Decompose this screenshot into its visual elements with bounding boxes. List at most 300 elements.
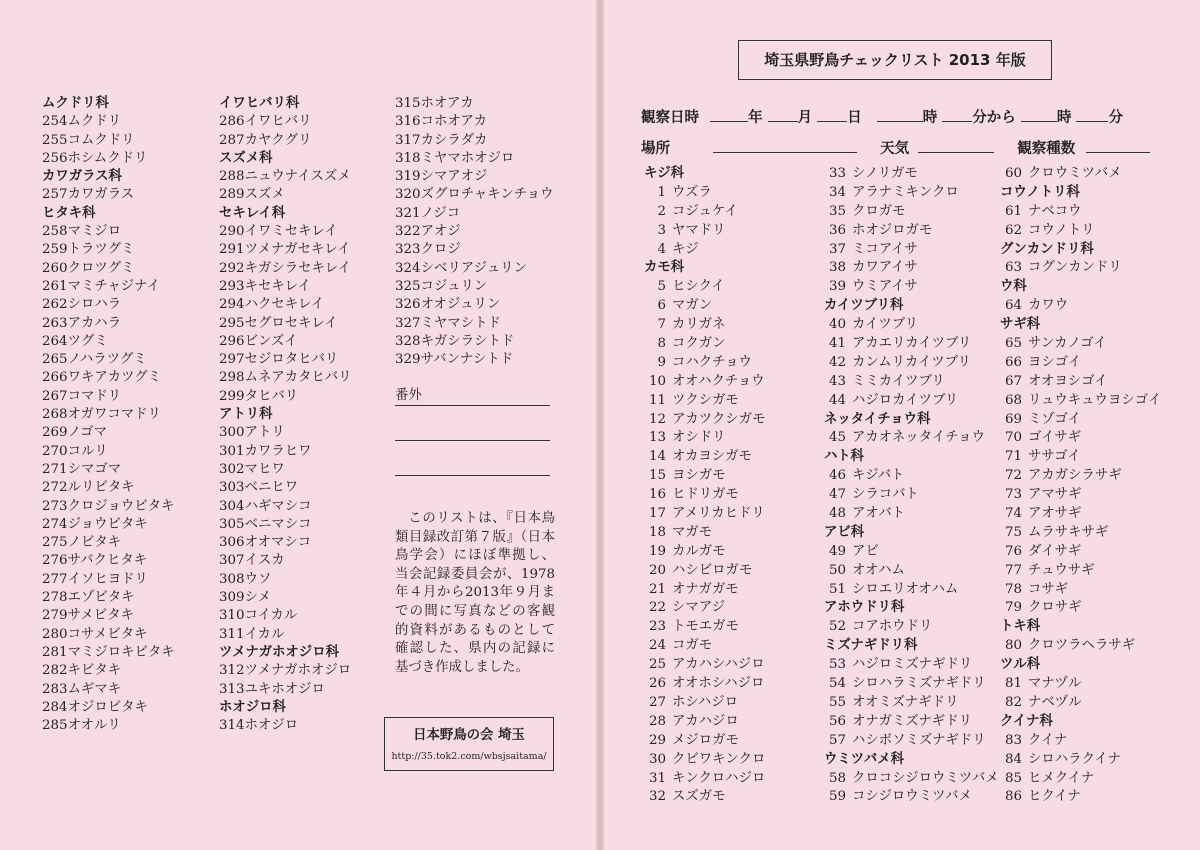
species-item — [42, 534, 175, 552]
species-item — [824, 429, 999, 448]
species-number: 267 — [42, 388, 68, 404]
species-item — [1000, 751, 1161, 770]
species-count-field[interactable] — [1086, 138, 1150, 153]
species-name: サメビタキ — [67, 608, 134, 624]
species-item — [42, 571, 175, 589]
species-number: 291 — [219, 242, 245, 258]
species-item — [644, 335, 765, 354]
species-name: マナヅル — [1028, 676, 1082, 692]
species-item — [644, 675, 765, 694]
family-heading: ハト科 — [824, 449, 864, 465]
species-number: 6 — [657, 298, 666, 314]
species-number: 319 — [395, 169, 421, 185]
species-name: ズグロチャキンチョウ — [420, 187, 554, 203]
species-number: 284 — [42, 699, 68, 715]
species-item — [824, 241, 999, 260]
species-name: ミヤマホオジロ — [420, 150, 515, 166]
species-item — [824, 165, 999, 184]
species-number: 261 — [42, 278, 68, 294]
species-name: マガモ — [672, 524, 713, 540]
species-name: カンムリカイツブリ — [852, 354, 971, 370]
species-name: クロジ — [420, 242, 461, 258]
species-column-1 — [42, 95, 175, 735]
species-count-label: 観察種数 — [1017, 141, 1076, 157]
species-item — [1000, 581, 1161, 600]
species-name: ゴイサギ — [1028, 430, 1082, 446]
species-number: 268 — [42, 407, 68, 423]
species-number: 33 — [828, 166, 846, 181]
species-number: 280 — [42, 626, 68, 642]
species-name: アカハラ — [67, 315, 121, 331]
family-heading: ツメナガホオジロ科 — [219, 644, 339, 660]
family-heading: カワガラス科 — [42, 169, 122, 185]
species-name: ダイサギ — [1028, 543, 1082, 559]
species-number: 38 — [828, 260, 846, 276]
species-item — [42, 607, 175, 625]
species-name: クロウミツバメ — [1028, 166, 1122, 181]
species-item — [824, 316, 999, 335]
start-minute-field[interactable] — [942, 107, 972, 122]
family-heading: カイツブリ科 — [824, 298, 904, 314]
species-number: 41 — [828, 336, 846, 352]
species-item — [644, 581, 765, 600]
species-item — [42, 150, 175, 168]
species-number: 305 — [219, 516, 245, 532]
species-item — [644, 543, 765, 562]
species-number: 70 — [1004, 430, 1022, 446]
species-item — [1000, 411, 1161, 430]
species-number: 281 — [42, 644, 68, 660]
species-number: 264 — [42, 333, 68, 349]
species-name: マミチャジナイ — [67, 278, 160, 294]
list-note — [395, 510, 555, 677]
species-name: イワミセキレイ — [244, 224, 338, 240]
species-number: 258 — [42, 224, 68, 240]
species-number: 329 — [395, 352, 421, 368]
species-name: ミミカイツブリ — [852, 373, 945, 389]
species-item — [42, 333, 175, 351]
species-number: 1 — [657, 184, 666, 200]
species-name: アカオネッタイチョウ — [852, 430, 985, 446]
species-number: 25 — [648, 657, 666, 673]
species-name: オオルリ — [67, 718, 121, 734]
species-name: シラコバト — [852, 487, 919, 503]
year-field[interactable] — [710, 107, 748, 122]
family-heading: クイナ科 — [1000, 713, 1053, 729]
day-field[interactable] — [817, 107, 847, 122]
species-item — [644, 411, 765, 430]
species-number: 64 — [1004, 298, 1022, 314]
weather-field[interactable] — [918, 138, 994, 153]
species-item — [395, 132, 554, 150]
species-number: 66 — [1004, 354, 1022, 370]
species-item — [824, 259, 999, 278]
species-item — [395, 278, 554, 296]
family-heading: サギ科 — [1000, 317, 1041, 333]
weather-label: 天気 — [880, 141, 910, 157]
species-item — [644, 562, 765, 581]
species-name: シメ — [244, 590, 271, 606]
species-name: アマサギ — [1028, 487, 1082, 503]
species-number: 287 — [219, 132, 245, 148]
species-name: アカエリカイツブリ — [852, 336, 972, 352]
species-number: 84 — [1004, 751, 1022, 767]
species-number: 40 — [828, 317, 846, 333]
species-name: オオホシハジロ — [672, 676, 765, 692]
species-item — [1000, 694, 1161, 713]
species-item — [42, 498, 175, 516]
species-item — [42, 186, 175, 204]
species-number: 67 — [1004, 373, 1022, 389]
species-item — [219, 260, 352, 278]
species-number: 263 — [42, 315, 68, 331]
species-name: ウソ — [244, 571, 272, 587]
species-item — [644, 732, 765, 751]
month-field[interactable] — [768, 107, 798, 122]
species-number: 266 — [42, 370, 68, 386]
species-number: 317 — [395, 132, 421, 148]
species-item — [644, 713, 765, 732]
species-name: キジバト — [852, 468, 905, 484]
right-species-column-2 — [824, 165, 999, 807]
species-name: サンカノゴイ — [1028, 336, 1107, 352]
start-hour-field[interactable] — [877, 107, 923, 122]
species-item — [395, 113, 554, 131]
species-item — [1000, 732, 1161, 751]
species-number: 2 — [657, 203, 666, 219]
species-item — [219, 351, 352, 369]
species-name: アビ — [852, 543, 879, 559]
species-number: 35 — [828, 203, 846, 219]
species-name: カワガラス — [67, 187, 135, 203]
species-name: ムネアカタヒバリ — [244, 370, 352, 386]
species-number: 300 — [219, 425, 245, 441]
species-name: コイカル — [244, 608, 298, 624]
species-item — [395, 333, 554, 351]
society-name: 日本野鳥の会 埼玉 — [413, 728, 525, 743]
species-name: エゾビタキ — [67, 590, 135, 606]
species-number: 275 — [42, 535, 68, 551]
species-number: 13 — [648, 430, 666, 446]
species-item — [395, 205, 554, 223]
species-name: カリガネ — [672, 317, 726, 333]
species-item — [824, 467, 999, 486]
species-name: ミコアイサ — [852, 241, 918, 257]
species-item — [1000, 373, 1161, 392]
species-name: ミゾゴイ — [1028, 411, 1081, 427]
species-number: 288 — [219, 169, 245, 185]
species-number: 80 — [1004, 638, 1022, 654]
species-number: 276 — [42, 553, 68, 569]
species-name: ベニマシコ — [244, 516, 312, 532]
species-number: 62 — [1004, 222, 1022, 238]
species-item — [644, 524, 765, 543]
species-item — [1000, 505, 1161, 524]
species-number: 293 — [219, 278, 245, 294]
species-number: 53 — [828, 657, 846, 673]
species-item — [1000, 165, 1161, 184]
species-name: ハギマシコ — [244, 498, 312, 514]
species-item — [824, 392, 999, 411]
family-heading: カモ科 — [644, 260, 685, 276]
species-name: トモエガモ — [672, 619, 739, 635]
species-column-3-list — [395, 95, 554, 369]
extra-line-2 — [395, 422, 550, 441]
species-item — [1000, 770, 1161, 789]
extra-label: 番外 — [395, 388, 422, 404]
species-number: 294 — [219, 297, 245, 313]
species-number: 52 — [828, 619, 846, 635]
species-number: 5 — [657, 279, 666, 295]
species-number: 299 — [219, 388, 245, 404]
species-item — [824, 694, 999, 713]
species-number: 39 — [828, 279, 846, 295]
species-number: 28 — [648, 713, 666, 729]
species-item — [219, 369, 352, 387]
species-name: コサギ — [1028, 581, 1069, 597]
species-column-2 — [219, 95, 352, 735]
species-number: 274 — [42, 516, 68, 532]
species-number: 12 — [648, 411, 666, 427]
date-time-row — [641, 106, 1123, 127]
species-number: 320 — [395, 187, 421, 203]
species-name: ナベヅル — [1028, 694, 1082, 710]
family-heading: ホオジロ科 — [219, 699, 286, 715]
species-name: アカハジロ — [672, 713, 739, 729]
species-number: 34 — [828, 184, 846, 200]
place-label: 場所 — [641, 141, 670, 157]
species-item — [219, 516, 352, 534]
species-number: 44 — [828, 392, 846, 408]
start-hour-label: 時 — [922, 110, 938, 126]
species-name: コガモ — [672, 638, 713, 654]
species-item — [824, 656, 999, 675]
species-item — [219, 186, 352, 204]
family-heading: スズメ科 — [219, 150, 273, 166]
species-name: マミジロ — [67, 224, 122, 240]
place-field[interactable] — [713, 138, 857, 153]
species-number: 8 — [657, 336, 666, 352]
species-name: オガワコマドリ — [67, 407, 161, 423]
family-heading: グンカンドリ科 — [1000, 241, 1094, 257]
species-number: 26 — [648, 676, 666, 692]
species-name: コルリ — [67, 443, 108, 459]
species-name: コクガン — [672, 336, 726, 352]
species-number: 273 — [42, 498, 68, 514]
species-item — [1000, 467, 1161, 486]
family-heading: ヒタキ科 — [42, 205, 96, 221]
species-name: ヒドリガモ — [672, 487, 739, 503]
species-number: 73 — [1004, 487, 1022, 503]
species-name: アカガシラサギ — [1028, 468, 1122, 484]
species-name: コジュリン — [420, 278, 488, 294]
species-item — [42, 461, 175, 479]
species-name: アカツクシガモ — [672, 411, 766, 427]
species-name: スズガモ — [672, 789, 726, 805]
species-name: セグロセキレイ — [244, 315, 338, 331]
species-item — [219, 607, 352, 625]
species-item — [42, 223, 175, 241]
species-item — [824, 543, 999, 562]
species-name: キビタキ — [67, 663, 122, 679]
species-item — [824, 562, 999, 581]
species-number: 74 — [1004, 506, 1022, 522]
species-item — [42, 424, 175, 442]
species-item — [42, 351, 175, 369]
species-name: キンクロハジロ — [672, 770, 766, 786]
species-name: キジ — [672, 241, 699, 257]
species-name: コサメビタキ — [67, 626, 148, 642]
species-name: キガシラシトド — [420, 333, 515, 349]
species-name: ムクドリ — [67, 114, 122, 130]
species-number: 298 — [219, 370, 245, 386]
species-number: 15 — [648, 468, 666, 484]
species-item — [219, 461, 352, 479]
family-heading: アホウドリ科 — [824, 600, 905, 616]
species-item — [644, 222, 765, 241]
species-number: 7 — [657, 317, 666, 333]
species-name: アオサギ — [1028, 506, 1082, 522]
species-item — [219, 552, 352, 570]
society-url: http://35.tok2.com/wbsjsaitama/ — [391, 751, 547, 762]
species-item — [644, 316, 765, 335]
species-number: 37 — [828, 241, 846, 257]
society-box — [384, 717, 554, 771]
species-name: ビンズイ — [244, 333, 298, 349]
end-minute-field[interactable] — [1076, 107, 1108, 122]
left-page — [0, 0, 596, 850]
species-name: シロハラ — [67, 297, 122, 313]
species-number: 16 — [648, 487, 666, 503]
species-item — [644, 656, 765, 675]
species-item — [395, 95, 554, 113]
species-name: ウズラ — [672, 184, 712, 200]
species-item — [395, 186, 554, 204]
species-item — [1000, 788, 1161, 807]
species-item — [395, 150, 554, 168]
species-item — [1000, 392, 1161, 411]
species-item — [644, 448, 765, 467]
species-number: 256 — [42, 150, 68, 166]
species-item — [1000, 543, 1161, 562]
end-hour-field[interactable] — [1021, 107, 1057, 122]
species-number: 78 — [1004, 581, 1022, 597]
species-item — [1000, 203, 1161, 222]
species-name: クロサギ — [1028, 600, 1082, 616]
species-name: コジュケイ — [672, 203, 738, 219]
species-number: 311 — [219, 626, 245, 642]
species-number: 45 — [828, 430, 846, 446]
species-item — [824, 184, 999, 203]
species-item — [644, 278, 765, 297]
species-number: 75 — [1004, 524, 1022, 540]
species-number: 279 — [42, 608, 68, 624]
species-name: コムクドリ — [67, 132, 135, 148]
species-number: 79 — [1004, 600, 1022, 616]
year-label: 年 — [748, 110, 763, 126]
species-name: セジロタヒバリ — [244, 352, 339, 368]
species-item — [219, 296, 352, 314]
species-name: ハジロミズナギドリ — [852, 657, 973, 673]
species-name: マヒワ — [244, 461, 285, 477]
species-number: 314 — [219, 718, 245, 734]
species-number: 27 — [648, 694, 666, 710]
family-heading: ネッタイチョウ科 — [824, 411, 931, 427]
species-item — [395, 315, 554, 333]
species-item — [824, 505, 999, 524]
species-name: シロハラクイナ — [1028, 751, 1122, 767]
species-name: カルガモ — [672, 543, 726, 559]
species-item — [219, 717, 352, 735]
species-number: 325 — [395, 278, 421, 294]
species-item — [42, 241, 175, 259]
page-title: 埼玉県野鳥チェックリスト 2013 年版 — [738, 40, 1052, 80]
species-item — [1000, 637, 1161, 656]
species-item — [219, 223, 352, 241]
species-number: 255 — [42, 132, 68, 148]
species-name: ハシビロガモ — [672, 562, 753, 578]
species-item — [644, 486, 765, 505]
species-name: ヨシガモ — [672, 468, 726, 484]
species-number: 286 — [219, 114, 245, 130]
species-number: 29 — [648, 732, 666, 748]
species-name: ホシハジロ — [672, 694, 739, 710]
species-name: コマドリ — [67, 388, 122, 404]
species-name: マガン — [672, 298, 713, 314]
species-item — [42, 278, 175, 296]
end-minute-label: 分 — [1108, 110, 1123, 126]
species-name: ササゴイ — [1028, 449, 1081, 465]
species-item — [1000, 486, 1161, 505]
species-name: コホオアカ — [420, 114, 487, 130]
species-name: オカヨシガモ — [672, 449, 752, 465]
species-number: 21 — [648, 581, 666, 597]
species-name: サバンナシトド — [420, 352, 514, 368]
right-species-column-1 — [644, 165, 765, 807]
species-name: ベニヒワ — [244, 480, 299, 496]
species-name: ルリビタキ — [67, 480, 135, 496]
species-name: ノビタキ — [67, 535, 122, 551]
species-number: 301 — [219, 443, 245, 459]
species-item — [42, 662, 175, 680]
species-item — [1000, 599, 1161, 618]
species-item — [644, 467, 765, 486]
species-name: ホオジロ — [244, 718, 299, 734]
species-number: 11 — [648, 392, 666, 408]
family-heading: イワヒバリ科 — [219, 96, 300, 111]
species-number: 316 — [395, 114, 421, 130]
species-item — [1000, 675, 1161, 694]
species-item — [395, 260, 554, 278]
species-item — [42, 443, 175, 461]
species-name: ホシムクドリ — [67, 150, 148, 166]
species-number: 306 — [219, 535, 245, 551]
species-item — [824, 581, 999, 600]
species-item — [824, 278, 999, 297]
species-name: カヤクグリ — [244, 132, 312, 148]
species-number: 260 — [42, 260, 68, 276]
species-item — [42, 369, 175, 387]
species-item — [42, 699, 175, 717]
species-number: 283 — [42, 681, 68, 697]
species-name: オシドリ — [672, 430, 726, 446]
species-name: コウノトリ — [1028, 222, 1095, 238]
species-item — [219, 333, 352, 351]
species-number: 61 — [1004, 203, 1022, 219]
start-minute-label: 分から — [972, 110, 1016, 126]
species-item — [42, 132, 175, 150]
species-item — [824, 335, 999, 354]
